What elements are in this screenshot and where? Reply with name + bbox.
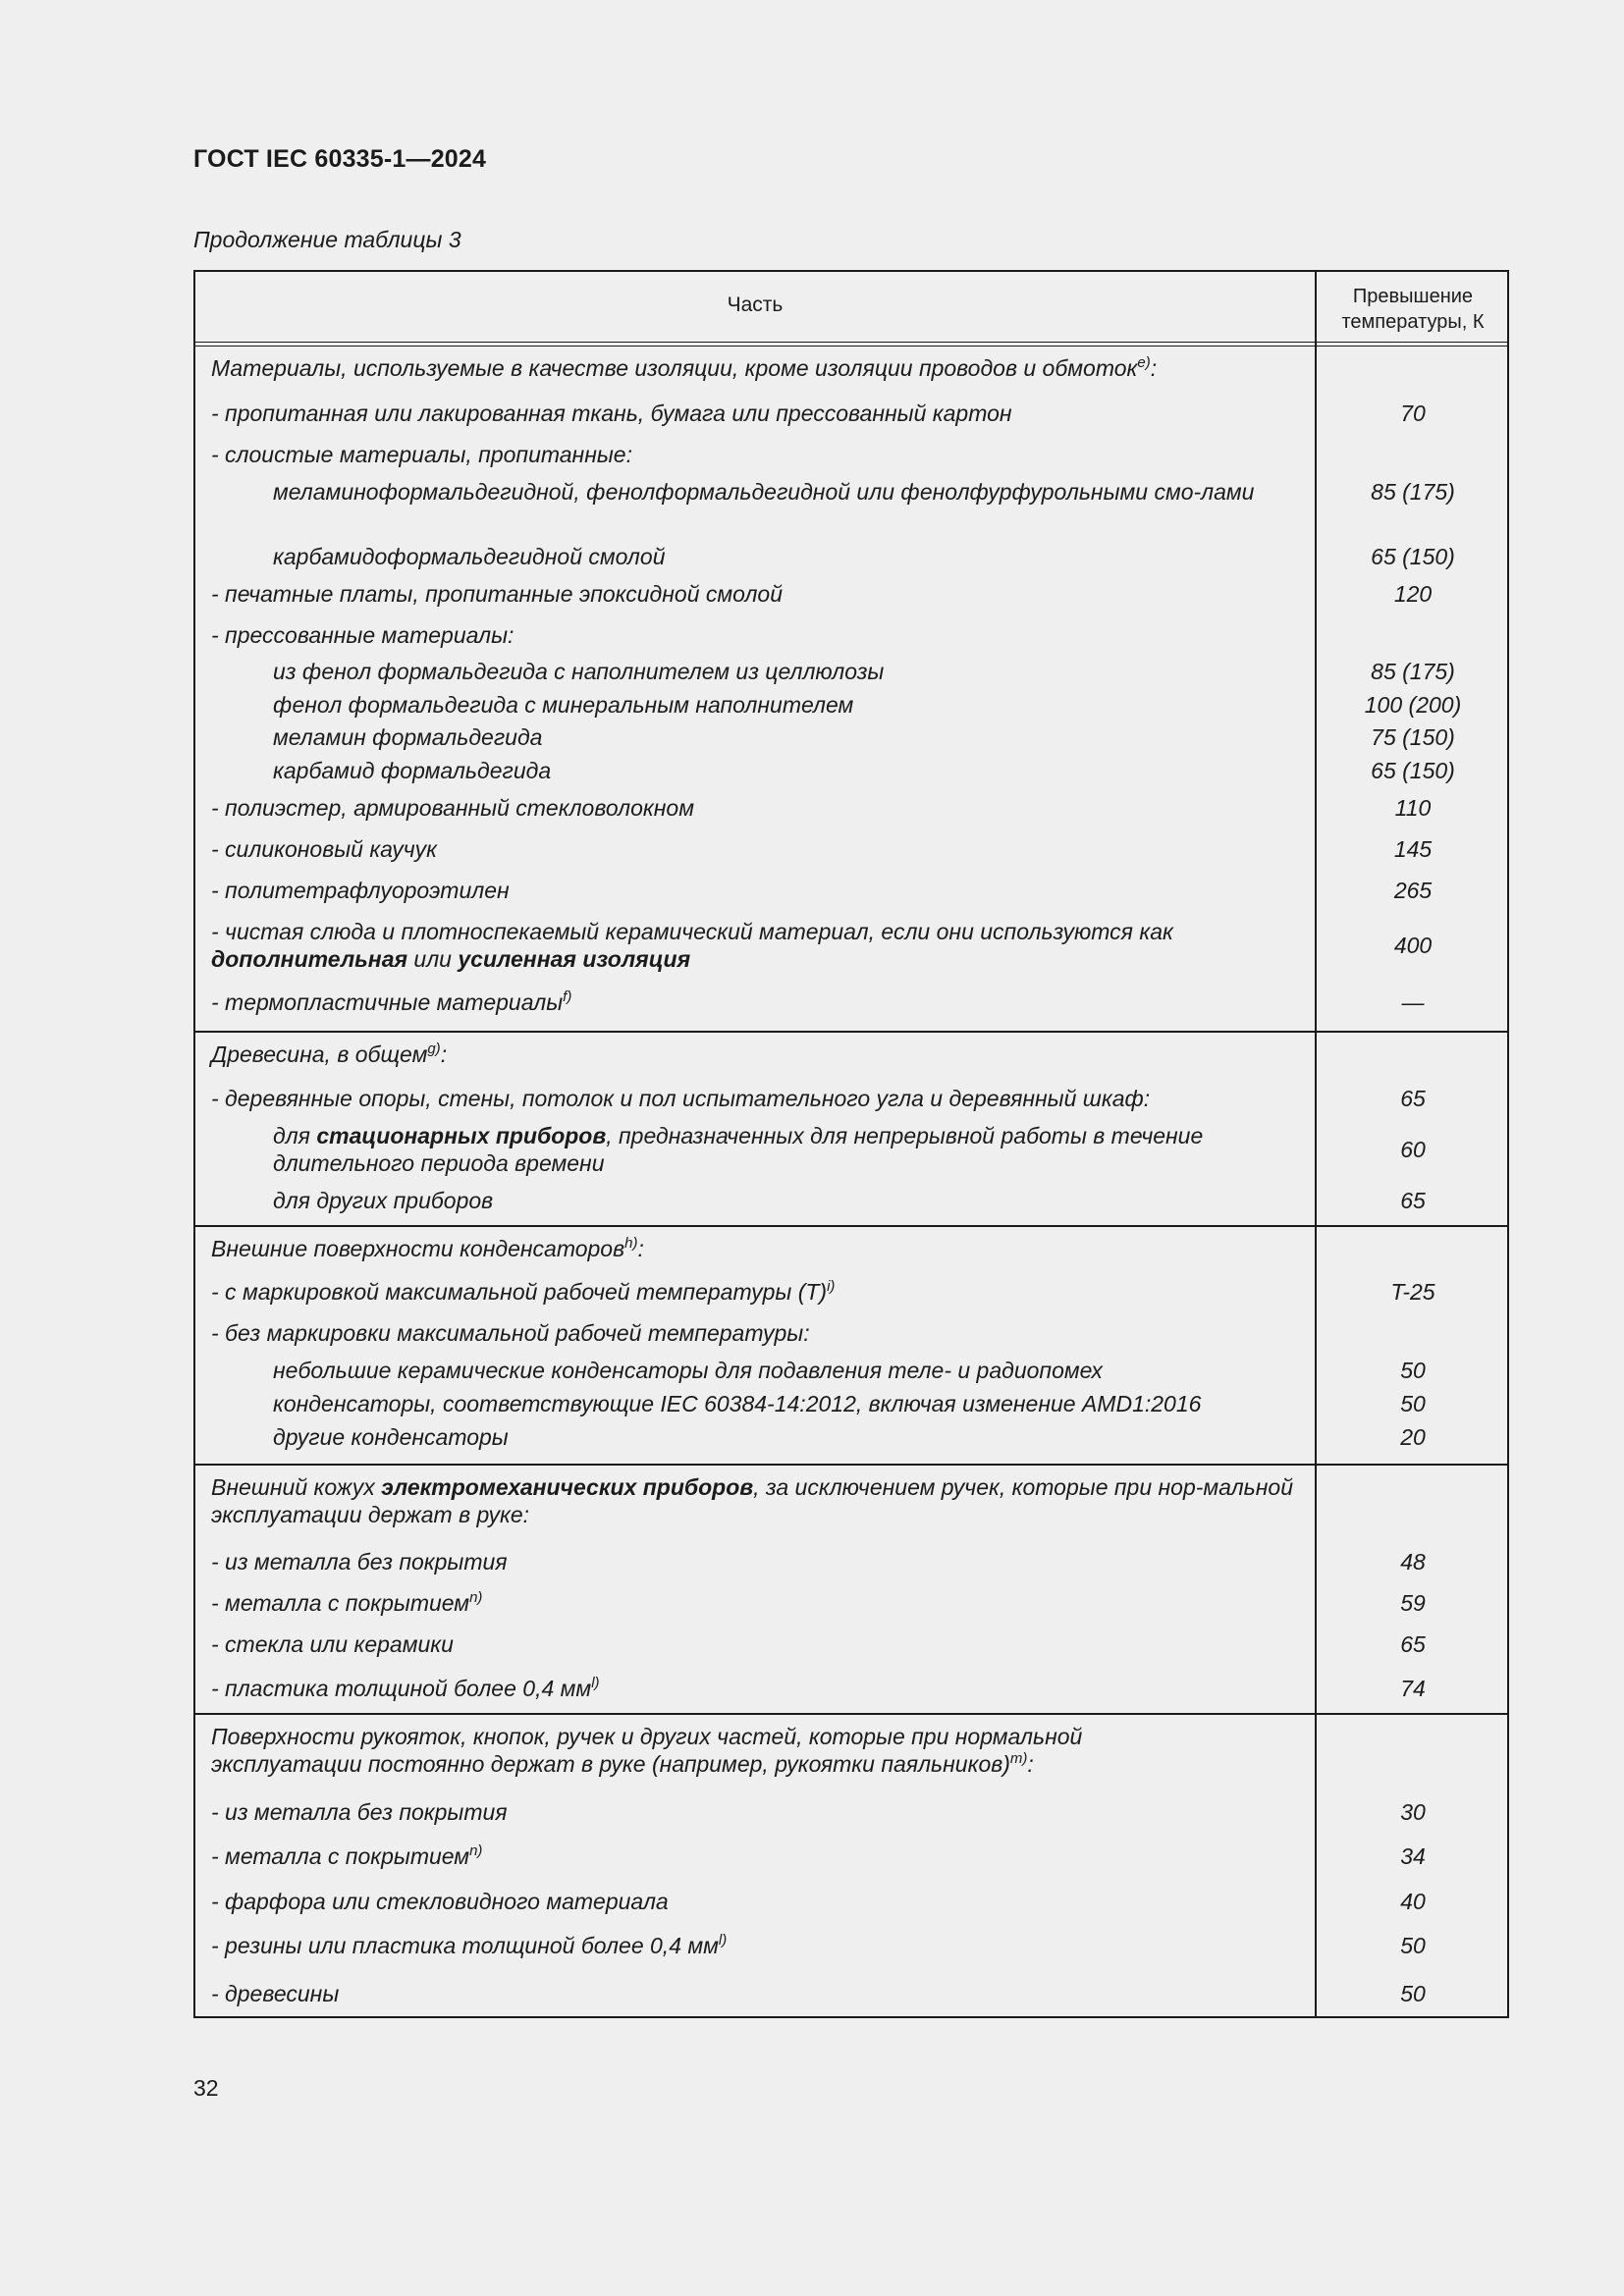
row-label: - древесины [211,1981,340,2006]
row-value: 59 [1400,1590,1426,1616]
row-value: 74 [1400,1676,1426,1701]
row-value: 65 [1400,1086,1426,1111]
row-label: - слоистые материалы, пропитанные: [211,442,632,467]
temperature-rise-table [193,270,1509,2018]
row-label: из фенол формальдегида с наполнителем из целлюлозы [273,659,885,684]
row-value: 20 [1400,1424,1426,1450]
row-label: - печатные платы, пропитанные эпоксидной смолой [211,581,784,607]
row-label: Древесина, в общем$^{g)}$: [211,1041,448,1067]
row-label: - без маркировки максимальной рабочей температуры: [211,1320,810,1346]
row-value: 48 [1400,1549,1426,1575]
row-value: 34 [1400,1843,1426,1869]
row-label: - термопластичные материалы$^{f)}$ [211,988,572,1015]
row-value: 50 [1400,1358,1426,1383]
row-label: фенол формальдегида с минеральным наполнителем [273,692,854,718]
row-value: T-25 [1390,1279,1435,1305]
row-value: 60 [1400,1137,1426,1162]
row-label: - полиэстер, армированный стекловолокном [211,795,694,821]
row-label: Поверхности рукояток, кнопок, ручек и других частей, которые при нормальной эксплуатации постоянно держат в руке (например, рукоятки паяльников)$^{m)}$: [211,1724,1083,1777]
row-label: - чистая слюда и плотноспекаемый керамический материал, если они используются как дополнительная или усиленная изоляция [211,919,1173,972]
row-value: 110 [1394,795,1432,821]
header-double-line [195,342,1507,347]
row-value: 85 (175) [1371,479,1455,505]
row-label: - пластика толщиной более 0,4 $мм^{l)}$ [211,1675,600,1701]
row-label: меламин формальдегида [273,724,543,750]
row-label: - из металла без покрытия [211,1799,508,1825]
row-label: для других приборов [273,1188,494,1213]
row-label: другие конденсаторы [273,1424,509,1450]
section-divider [195,1464,1507,1466]
row-label: - пропитанная или лакированная ткань, бумага или прессованный картон [211,400,1012,426]
row-label: - резины или пластика толщиной более 0,4 $мм^{l)}$ [211,1932,728,1958]
row-label: - фарфора или стекловидного материала [211,1889,669,1914]
row-value: 65 (150) [1371,758,1455,783]
row-value: 65 (150) [1371,544,1455,569]
row-label: - металла с покрытием$^{n)}$ [211,1589,483,1616]
row-label: Внешние поверхности конденсаторов$^{h)}$: [211,1235,644,1261]
row-label: карбамид формальдегида [273,758,552,783]
section-divider [195,1031,1507,1033]
row-value: 50 [1400,1391,1426,1416]
row-label: - деревянные опоры, стены, потолок и пол испытательного угла и деревянный шкаф: [211,1086,1151,1111]
section-divider [195,1225,1507,1227]
row-label: - стекла или керамики [211,1631,454,1657]
row-value: 65 [1400,1188,1426,1213]
row-label: Материалы, используемые в качестве изоляции, кроме изоляции проводов и обмоток$^{e)}$: [211,354,1158,381]
table-caption: Продолжение таблицы 3 [193,227,461,252]
row-value: 50 [1400,1981,1426,2006]
row-label: небольшие керамические конденсаторы для подавления теле- и радиопомех [273,1358,1103,1383]
row-value: 400 [1393,933,1433,958]
row-label: конденсаторы, соответствующие IEC 60384-14:2012, включая изменение AMD1:2016 [273,1391,1202,1416]
row-label: - силиконовый каучук [211,836,437,862]
row-value: 120 [1393,581,1433,607]
row-value: 100 (200) [1364,692,1462,718]
row-value: 30 [1400,1799,1426,1825]
row-value: 75 (150) [1371,724,1455,750]
section-divider [195,1713,1507,1715]
row-value: 70 [1400,400,1426,426]
row-label: карбамидоформальдегидной смолой [273,544,666,569]
row-value: 50 [1400,1933,1426,1958]
row-label: меламиноформальдегидной, фенолформальдегидной или фенолфурфурольными смо-лами [273,479,1255,505]
row-label: для стационарных приборов, предназначенных для непрерывной работы в течение длительного периода времени [273,1123,1204,1176]
row-label: - из металла без покрытия [211,1549,508,1575]
column-header-part: Часть [727,294,784,316]
row-value: 145 [1393,836,1433,862]
row-value: 65 [1400,1631,1426,1657]
row-value: 85 (175) [1371,659,1455,684]
row-label: - с маркировкой максимальной рабочей температуры $(T)^{i)}$ [211,1278,836,1305]
row-label: - политетрафлуороэтилен [211,878,510,903]
row-value: 40 [1400,1889,1426,1914]
row-label: - прессованные материалы: [211,622,514,648]
row-value: — [1401,989,1425,1015]
column-header-temperature: Превышение температуры, К [1341,286,1485,333]
page-number: 32 [193,2075,219,2101]
document-header: ГОСТ IEC 60335-1—2024 [193,145,487,173]
row-label: - металла с покрытием$^{n)}$ [211,1842,483,1869]
row-label: Внешний кожух электромеханических приборов, за исключением ручек, которые при нор-мальной эксплуатации держат в руке: [211,1474,1294,1527]
row-value: 265 [1393,878,1433,903]
